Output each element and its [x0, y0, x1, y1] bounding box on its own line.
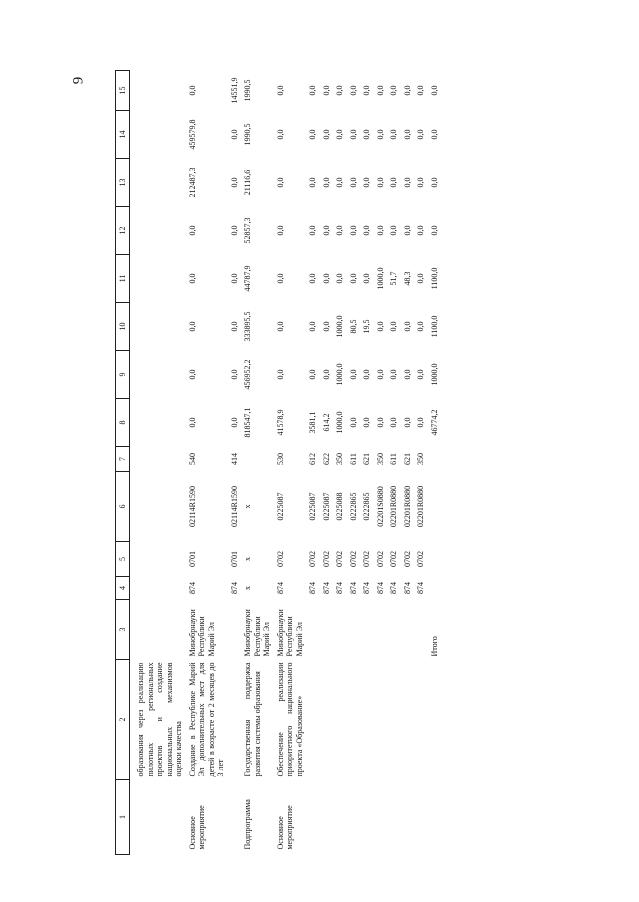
cell-col-13: 0,0 [229, 177, 239, 188]
cell-col-8: 818547,1 [243, 407, 252, 438]
cell-col-1 [347, 780, 361, 855]
cell-col-8: 614,2 [321, 413, 331, 432]
cell-col-5: 0702 [348, 551, 358, 567]
cell-col-12: 0,0 [187, 225, 197, 236]
cell-col-11: 0,0 [187, 273, 197, 284]
cell-col-11: 1100,0 [429, 267, 439, 290]
cell-col-6: 0225087 [275, 492, 285, 521]
cell-col-11: 0,0 [275, 273, 285, 284]
cell-col-13: 0,0 [402, 177, 412, 188]
cell-col-15 [134, 71, 186, 111]
cell-col-10: 0,0 [308, 321, 317, 332]
cell-col-13: 0,0 [275, 177, 285, 188]
column-number-2: 2 [116, 660, 130, 780]
cell-col-5: 0702 [375, 551, 385, 567]
cell-col-9: 1000,0 [429, 363, 439, 386]
cell-col-2 [347, 660, 361, 780]
cell-col-10: 333895,5 [243, 311, 252, 342]
cell-col-8: 0,0 [362, 417, 371, 428]
cell-col-11: 51,7 [389, 271, 398, 286]
cell-col-6 [134, 472, 186, 542]
cell-col-15: 1990,5 [243, 79, 252, 102]
table-row [387, 71, 401, 855]
cell-col-13: 0,0 [429, 177, 439, 188]
cell-col-14: 0,0 [402, 129, 412, 140]
column-number-4: 4 [116, 577, 130, 600]
cell-col-13: 0,0 [308, 177, 317, 188]
table-row [401, 71, 415, 855]
cell-col-6: 02114R1590 [187, 485, 197, 528]
cell-col-8: 0,0 [348, 417, 358, 428]
table-row [274, 71, 307, 855]
column-number-8: 8 [116, 399, 130, 447]
cell-col-2 [320, 660, 334, 780]
table-row [320, 71, 334, 855]
cell-col-4: 874 [187, 582, 197, 594]
cell-col-12: 0,0 [348, 225, 358, 236]
cell-col-7: 530 [275, 453, 285, 465]
cell-col-13: 212487,3 [187, 167, 197, 198]
cell-col-4: 874 [321, 582, 331, 594]
table-row [414, 71, 428, 855]
cell-col-3 [374, 600, 388, 660]
cell-col-12: 0,0 [402, 225, 412, 236]
cell-col-10: 0,0 [275, 321, 285, 332]
cell-col-8 [134, 399, 186, 447]
cell-col-7: 611 [348, 453, 358, 465]
cell-col-14 [134, 111, 186, 159]
cell-col-13: 0,0 [321, 177, 331, 188]
table-row [333, 71, 347, 855]
cell-col-10: 0,0 [375, 321, 385, 332]
cell-col-11: 48,3 [402, 271, 412, 286]
cell-col-12: 0,0 [389, 225, 398, 236]
cell-col-3 [414, 600, 428, 660]
cell-col-2: Создание в Республике Марий Эл дополнительных мест для детей в возрасте от 2 месяцев до 3 лет [187, 662, 225, 777]
cell-col-15: 0,0 [348, 85, 358, 96]
cell-col-3 [387, 600, 401, 660]
cell-col-15: 0,0 [362, 85, 371, 96]
cell-col-5: 0702 [275, 551, 285, 567]
cell-col-14: 0,0 [389, 129, 398, 140]
cell-col-8: 0,0 [375, 417, 385, 428]
cell-col-12: 0,0 [335, 225, 344, 236]
cell-col-12: 0,0 [321, 225, 331, 236]
rotated-page-content [115, 75, 630, 855]
cell-col-10: 1100,0 [429, 315, 439, 338]
cell-col-11: 0,0 [348, 273, 358, 284]
cell-col-11: 0,0 [335, 273, 344, 284]
cell-col-9: 0,0 [229, 369, 239, 380]
cell-col-12: 0,0 [416, 225, 425, 236]
column-number-14: 14 [116, 111, 130, 159]
cell-col-11: 0,0 [362, 273, 371, 284]
cell-col-11: 0,0 [321, 273, 331, 284]
cell-col-8: 41578,9 [275, 409, 285, 436]
cell-col-8: 0,0 [389, 417, 398, 428]
cell-col-11 [134, 255, 186, 303]
cell-col-13: 0,0 [335, 177, 344, 188]
cell-col-10: 0,0 [187, 321, 197, 332]
cell-col-2 [360, 660, 374, 780]
cell-col-8: 0,0 [402, 417, 412, 428]
cell-col-8: 3581,1 [308, 411, 317, 434]
cell-col-12: 0,0 [229, 225, 239, 236]
cell-col-6: 02201S0880 [375, 486, 385, 527]
cell-col-13: 0,0 [362, 177, 371, 188]
cell-col-1: Основное мероприятие [275, 805, 294, 850]
cell-col-11: 1000,0 [375, 267, 385, 290]
cell-col-7: 350 [335, 453, 344, 465]
cell-col-4: 874 [308, 582, 317, 594]
cell-col-1 [428, 780, 442, 855]
cell-col-2 [414, 660, 428, 780]
cell-col-15: 0,0 [389, 85, 398, 96]
cell-col-6: 0225087 [308, 492, 317, 521]
cell-col-4 [428, 577, 442, 600]
cell-col-1: Подпрограмма [243, 799, 252, 850]
cell-col-15: 0,0 [429, 85, 439, 96]
cell-col-1 [387, 780, 401, 855]
cell-col-12: 0,0 [275, 225, 285, 236]
column-number-row [116, 71, 130, 855]
cell-col-9: 456952,2 [243, 359, 252, 390]
cell-col-5 [428, 542, 442, 577]
cell-col-3 [360, 600, 374, 660]
cell-col-4: 874 [335, 582, 344, 594]
cell-col-1 [306, 780, 320, 855]
table-row [228, 71, 242, 855]
cell-col-10: 0,0 [402, 321, 412, 332]
cell-col-1 [414, 780, 428, 855]
cell-col-3 [320, 600, 334, 660]
cell-col-9: 0,0 [321, 369, 331, 380]
cell-col-12: 0,0 [429, 225, 439, 236]
cell-col-11: 0,0 [416, 273, 425, 284]
table-row [428, 71, 442, 855]
cell-col-6: 0225088 [335, 492, 344, 521]
cell-col-4: 874 [362, 582, 371, 594]
cell-col-2 [374, 660, 388, 780]
cell-col-14: 0,0 [362, 129, 371, 140]
cell-col-6: 02201R0880 [389, 485, 398, 528]
cell-col-12: 0,0 [308, 225, 317, 236]
cell-col-15: 0,0 [335, 85, 344, 96]
cell-col-12: 0,0 [362, 225, 371, 236]
column-number-12: 12 [116, 207, 130, 255]
cell-col-6: 0222865 [362, 492, 371, 521]
cell-col-2: Государственная поддержка развития системы образования [243, 662, 262, 777]
cell-col-6: 0225087 [321, 492, 331, 521]
cell-col-2 [228, 660, 242, 780]
cell-col-14: 0,0 [416, 129, 425, 140]
cell-col-11: 0,0 [229, 273, 239, 284]
cell-col-14: 0,0 [308, 129, 317, 140]
cell-col-3: Итого [429, 636, 439, 657]
table-body [116, 71, 442, 855]
cell-col-5: 0702 [308, 551, 317, 567]
cell-col-15: 0,0 [321, 85, 331, 96]
table-row [306, 71, 320, 855]
cell-col-9: 1000,0 [335, 363, 344, 386]
cell-col-14: 0,0 [348, 129, 358, 140]
cell-col-1 [374, 780, 388, 855]
budget-table [115, 70, 441, 855]
cell-col-2 [306, 660, 320, 780]
cell-col-1 [228, 780, 242, 855]
cell-col-3 [347, 600, 361, 660]
cell-col-5: x [243, 557, 252, 561]
cell-col-7 [241, 447, 274, 472]
cell-col-14: 0,0 [335, 129, 344, 140]
cell-col-7: 540 [187, 453, 197, 465]
cell-col-15: 0,0 [275, 85, 285, 96]
cell-col-6: 02201R0880 [402, 485, 412, 528]
cell-col-2 [401, 660, 415, 780]
cell-col-2: Обеспечение реализации приоритетного национального проекта «Образование» [275, 662, 304, 777]
cell-col-5: 0701 [187, 551, 197, 567]
cell-col-13: 0,0 [348, 177, 358, 188]
cell-col-2 [428, 660, 442, 780]
cell-col-3: Минобрнауки Республики Марий Эл [243, 609, 271, 657]
cell-col-9 [134, 351, 186, 399]
cell-col-3 [306, 600, 320, 660]
cell-col-3 [401, 600, 415, 660]
cell-col-4: 874 [229, 582, 239, 594]
cell-col-6: 02201R0880 [416, 485, 425, 528]
cell-col-4: 874 [402, 582, 412, 594]
cell-col-15: 0,0 [308, 85, 317, 96]
column-number-5: 5 [116, 542, 130, 577]
cell-col-3 [333, 600, 347, 660]
cell-col-14: 0,0 [375, 129, 385, 140]
cell-col-6 [428, 472, 442, 542]
cell-col-10: 19,5 [362, 319, 371, 334]
cell-col-5: 0702 [335, 551, 344, 567]
cell-col-5: 0702 [321, 551, 331, 567]
cell-col-7: 350 [416, 453, 425, 465]
cell-col-11: 44787,9 [243, 265, 252, 292]
cell-col-14: 459579,8 [187, 119, 197, 150]
cell-col-9: 0,0 [375, 369, 385, 380]
cell-col-10 [134, 303, 186, 351]
cell-col-14: 0,0 [275, 129, 285, 140]
cell-col-4: x [243, 586, 252, 590]
cell-col-8: 0,0 [187, 417, 197, 428]
cell-col-5: 0702 [389, 551, 398, 567]
cell-col-13 [134, 159, 186, 207]
cell-col-4 [134, 577, 186, 600]
cell-col-4: 874 [348, 582, 358, 594]
table-row [360, 71, 374, 855]
table-row [374, 71, 388, 855]
column-number-3: 3 [116, 600, 130, 660]
cell-col-1 [401, 780, 415, 855]
cell-col-13: 0,0 [416, 177, 425, 188]
cell-col-11: 0,0 [308, 273, 317, 284]
cell-col-4: 874 [275, 582, 285, 594]
cell-col-7: 621 [402, 453, 412, 465]
cell-col-7: 611 [389, 453, 398, 465]
cell-col-13: 0,0 [389, 177, 398, 188]
cell-col-10: 0,0 [389, 321, 398, 332]
cell-col-5 [134, 542, 186, 577]
cell-col-9: 0,0 [362, 369, 371, 380]
cell-col-3: Минобрнауки Республики Марий Эл [187, 609, 216, 657]
cell-col-7: 350 [375, 453, 385, 465]
cell-col-10: 80,5 [348, 319, 358, 334]
cell-col-3 [228, 600, 242, 660]
cell-col-14: 1990,5 [243, 123, 252, 146]
cell-col-6: 0222865 [348, 492, 358, 521]
cell-col-7 [134, 447, 186, 472]
cell-col-12 [134, 207, 186, 255]
cell-col-14: 0,0 [321, 129, 331, 140]
cell-col-6: 02114R1590 [229, 485, 239, 528]
cell-col-2 [387, 660, 401, 780]
cell-col-9: 0,0 [187, 369, 197, 380]
cell-col-8: 1000,0 [335, 411, 344, 434]
cell-col-15: 0,0 [375, 85, 385, 96]
cell-col-9: 0,0 [402, 369, 412, 380]
table-row [347, 71, 361, 855]
page-number: 9 [70, 76, 87, 85]
cell-col-1 [333, 780, 347, 855]
cell-col-9: 0,0 [308, 369, 317, 380]
cell-col-1 [360, 780, 374, 855]
cell-col-1: Основное мероприятие [187, 805, 206, 850]
cell-col-9: 0,0 [275, 369, 285, 380]
cell-col-4: 874 [416, 582, 425, 594]
cell-col-15: 0,0 [187, 85, 197, 96]
cell-col-13: 0,0 [375, 177, 385, 188]
cell-col-10: 0,0 [229, 321, 239, 332]
cell-col-7: 414 [229, 453, 239, 465]
cell-col-12: 0,0 [375, 225, 385, 236]
cell-col-4: 874 [375, 582, 385, 594]
cell-col-3: Минобрнауки Республики Марий Эл [275, 609, 304, 657]
column-number-7: 7 [116, 447, 130, 472]
cell-col-14: 0,0 [229, 129, 239, 140]
column-number-6: 6 [116, 472, 130, 542]
cell-col-7: 621 [362, 453, 371, 465]
cell-col-10: 0,0 [321, 321, 331, 332]
cell-col-14: 0,0 [429, 129, 439, 140]
table-row [186, 71, 228, 855]
table-row [134, 71, 186, 855]
column-number-15: 15 [116, 71, 130, 111]
cell-col-15: 14551,9 [229, 77, 239, 104]
cell-col-8: 0,0 [416, 417, 425, 428]
cell-col-2: образования через реализацию пилотных региональных проектов и создание национальных механизмов оценки качества [136, 662, 183, 777]
cell-col-7: 622 [321, 453, 331, 465]
cell-col-12: 52857,3 [243, 217, 252, 244]
column-number-9: 9 [116, 351, 130, 399]
cell-col-5: 0702 [416, 551, 425, 567]
cell-col-1 [134, 780, 186, 855]
cell-col-8: 0,0 [229, 417, 239, 428]
cell-col-9: 0,0 [416, 369, 425, 380]
cell-col-10: 0,0 [416, 321, 425, 332]
cell-col-8: 46774,2 [429, 409, 439, 436]
cell-col-2 [333, 660, 347, 780]
cell-col-5: 0701 [229, 551, 239, 567]
column-number-10: 10 [116, 303, 130, 351]
cell-col-10: 1000,0 [335, 315, 344, 338]
column-number-11: 11 [116, 255, 130, 303]
cell-col-4: 874 [389, 582, 398, 594]
column-number-13: 13 [116, 159, 130, 207]
cell-col-7: 612 [308, 453, 317, 465]
cell-col-1 [320, 780, 334, 855]
table-row [241, 71, 274, 855]
column-number-1: 1 [116, 780, 130, 855]
cell-col-3 [134, 600, 186, 660]
cell-col-9: 0,0 [389, 369, 398, 380]
cell-col-7 [428, 447, 442, 472]
cell-col-6: x [243, 504, 252, 509]
cell-col-5: 0702 [362, 551, 371, 567]
cell-col-5: 0702 [402, 551, 412, 567]
cell-col-9: 0,0 [348, 369, 358, 380]
cell-col-15: 0,0 [402, 85, 412, 96]
cell-col-13: 21116,6 [243, 169, 252, 196]
cell-col-15: 0,0 [416, 85, 425, 96]
